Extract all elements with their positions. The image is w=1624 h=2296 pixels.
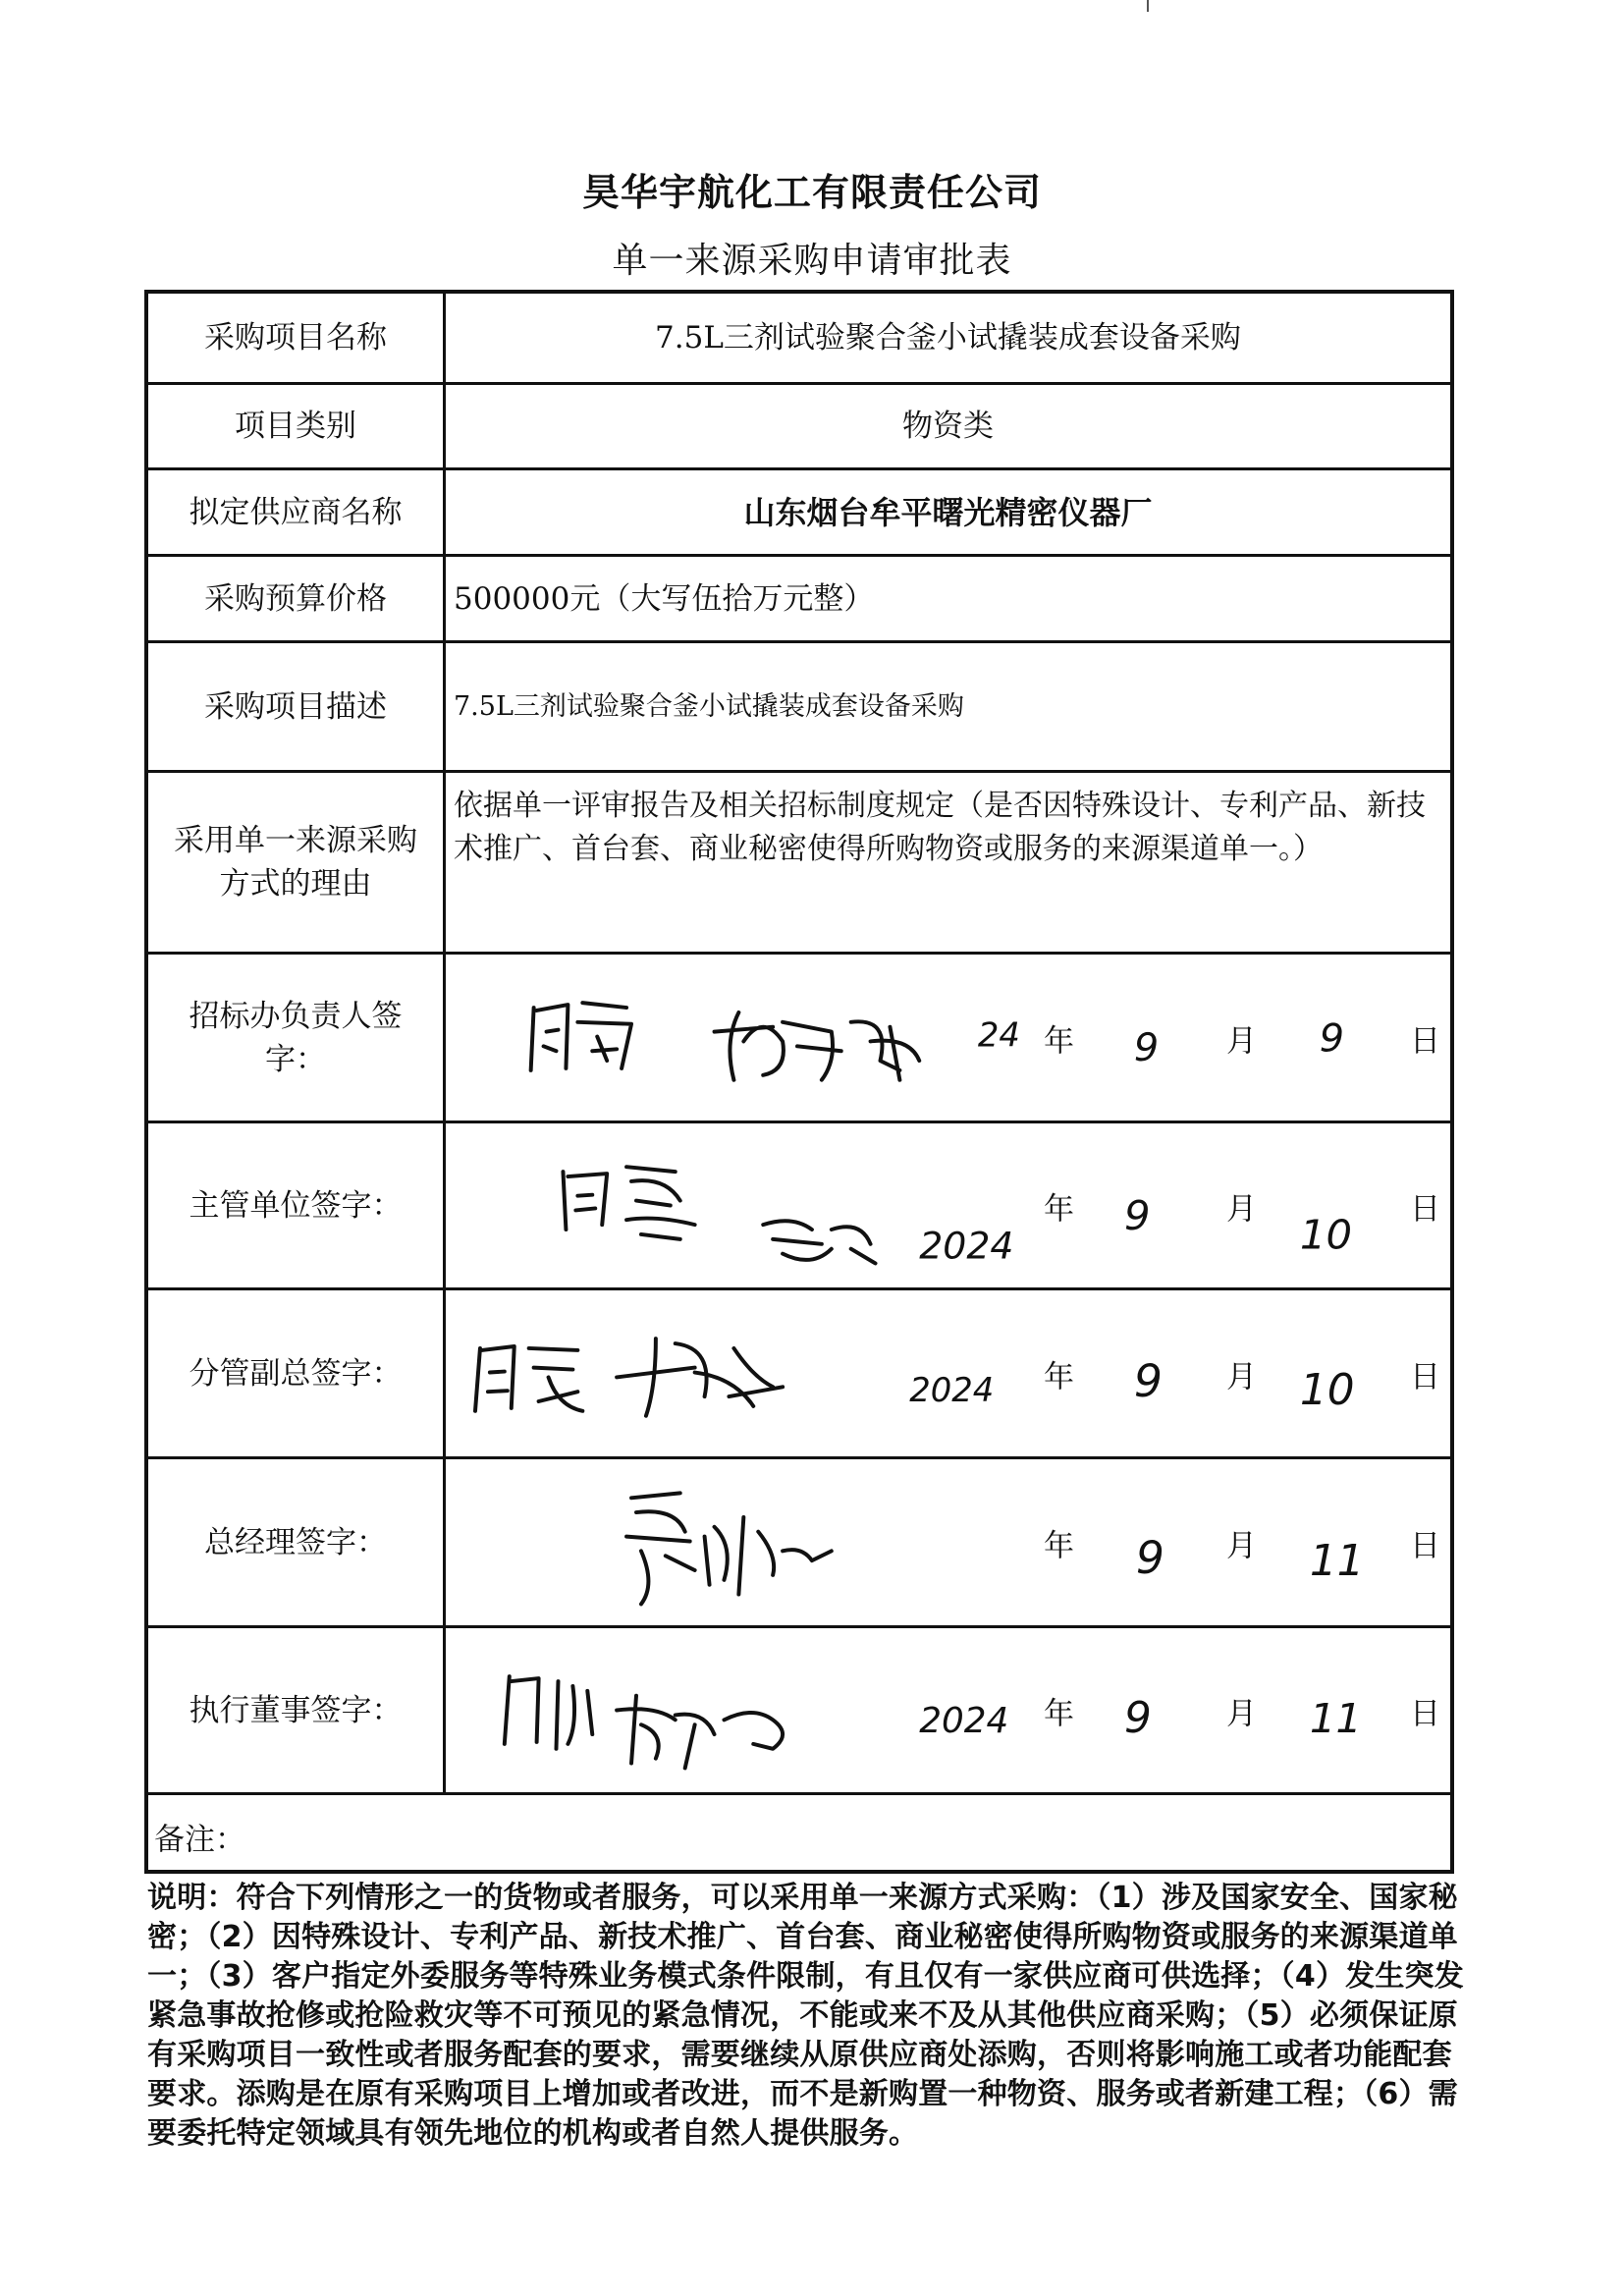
row-category: [148, 382, 1450, 467]
row-budget: [148, 554, 1450, 640]
company-name: 昊华宇航化工有限责任公司: [581, 170, 1042, 214]
month-unit: 月: [1226, 1023, 1257, 1059]
row-supplier: [148, 467, 1450, 554]
value-reason: 依据单一评审报告及相关招标制度规定（是否因特殊设计、专利产品、新技术推广、首台套、商业秘密使得所购物资或服务的来源渠道单一。）: [454, 789, 1426, 866]
value-category: 物资类: [902, 409, 994, 444]
scan-mark: [1147, 0, 1149, 12]
row-reason: [148, 770, 1450, 952]
row-signature-executive-director: [148, 1625, 1450, 1792]
day-unit: 日: [1410, 1359, 1440, 1394]
label-category: 项目类别: [148, 385, 446, 467]
row-signature-department: [148, 1121, 1450, 1287]
approval-form-table: [144, 290, 1454, 1874]
row-remarks: [148, 1792, 1450, 1878]
day-unit: 日: [1410, 1023, 1440, 1059]
month-unit: 月: [1226, 1696, 1257, 1731]
row-signature-bidding-office: [148, 952, 1450, 1121]
label-reason: 采用单一来源采购方式的理由: [148, 773, 446, 952]
sig-day: 11: [1309, 1537, 1365, 1586]
sig-month: 9: [1124, 1694, 1152, 1744]
sig-month: 9: [1124, 1191, 1151, 1239]
value-project-name: 7.5L三剂试验聚合釜小试撬装成套设备采购: [655, 320, 1241, 355]
year-unit: 年: [1044, 1528, 1074, 1563]
sig-month: 9: [1133, 1025, 1160, 1071]
year-unit: 年: [1044, 1359, 1074, 1394]
row-description: [148, 640, 1450, 770]
year-unit: 年: [1044, 1191, 1074, 1227]
sig-day: 11: [1309, 1694, 1362, 1743]
year-unit: 年: [1044, 1696, 1074, 1731]
label-executive-director-signature: 执行董事签字：: [148, 1628, 446, 1792]
label-general-manager-signature: 总经理签字：: [148, 1459, 446, 1625]
day-unit: 日: [1410, 1696, 1440, 1731]
sig-day: 9: [1319, 1015, 1345, 1062]
label-bidding-office-signature: 招标办负责人签字：: [148, 955, 446, 1121]
sig-day: 10: [1299, 1366, 1355, 1415]
day-unit: 日: [1410, 1191, 1440, 1227]
sig-year: 24: [977, 1015, 1020, 1055]
explanation-notes: 说明：符合下列情形之一的货物或者服务，可以采用单一来源方式采购：（1）涉及国家安全、国家秘密；（2）因特殊设计、专利产品、新技术推广、首台套、商业秘密使得所购物资或服务的来源渠道单一；（3）客户指定外委服务等特殊业务模式条件限制，有且仅有一家供应商可供选择；（4）发生突发紧急事故抢修或抢险救灾等不可预见的紧急情况，不能或来不及从其他供应商采购；（5）必须保证原有采购项目一致性或者服务配套的要求，需要继续从原供应商处添购，否则将影响施工或者功能配套要求。添购是在原有采购项目上增加或者改进，而不是新购置一种物资、服务或者新建工程；（6）需要委托特定领域具有领先地位的机构或者自然人提供服务。: [147, 1881, 1464, 2151]
year-unit: 年: [1044, 1023, 1074, 1059]
month-unit: 月: [1226, 1528, 1257, 1563]
sig-year: 2024: [919, 1701, 1009, 1742]
value-description: 7.5L三剂试验聚合釜小试撬装成套设备采购: [454, 690, 964, 722]
label-supplier: 拟定供应商名称: [148, 470, 446, 554]
month-unit: 月: [1226, 1359, 1257, 1394]
value-budget: 500000元（大写伍拾万元整）: [454, 580, 875, 617]
label-project-name: 采购项目名称: [148, 294, 446, 382]
sig-day: 10: [1299, 1210, 1353, 1259]
row-signature-vice-president: [148, 1287, 1450, 1456]
form-title: 单一来源采购申请审批表: [612, 241, 1012, 281]
row-project-name: [148, 294, 1450, 382]
value-supplier: 山东烟台牟平曙光精密仪器厂: [743, 493, 1153, 531]
sig-month: 9: [1135, 1532, 1165, 1584]
label-budget: 采购预算价格: [148, 557, 446, 640]
remarks-label: 备注：: [154, 1822, 245, 1858]
month-unit: 月: [1226, 1191, 1257, 1227]
label-description: 采购项目描述: [148, 643, 446, 770]
row-signature-general-manager: [148, 1456, 1450, 1625]
label-vice-president-signature: 分管副总签字：: [148, 1290, 446, 1456]
label-department-signature: 主管单位签字：: [148, 1123, 446, 1287]
day-unit: 日: [1410, 1528, 1440, 1563]
sig-month: 9: [1133, 1355, 1164, 1408]
sig-year: 2024: [909, 1371, 995, 1409]
sig-year: 2024: [919, 1224, 1014, 1268]
